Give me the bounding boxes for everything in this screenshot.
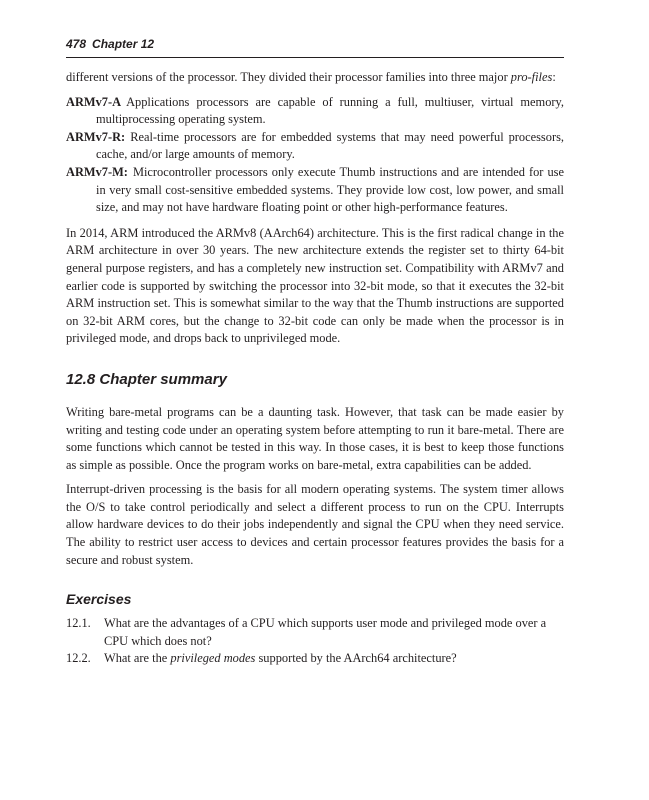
section-heading: 12.8 Chapter summary xyxy=(66,370,227,388)
summary-paragraph: Interrupt-driven processing is the basis for all modern operating systems. The system timer allows the O/S to take control periodically and select a different process to run on the CPU. Interrupts allow hardware devices to do their jobs independently and signal the CPU when they need service. The ability to restrict user access to devices and certain processor features provides the basis for a secure and robust system. xyxy=(66,482,564,567)
profile-description: Real-time processors are for embedded systems that may need powerful processors, cache, and/or large amounts of memory. xyxy=(96,129,564,162)
summary-paragraph: Writing bare-metal programs can be a daunting task. However, that task can be made easier by writing and testing code under an operating system before attempting to run it bare-metal. There are some functions which cannot be tested in this way. In those cases, it is best to keep those functions as simple as possible. Once the program works on bare-metal, extra capabilities can be added. xyxy=(66,404,564,472)
intro-paragraph xyxy=(66,69,564,87)
exercise-text-start: What are the xyxy=(104,651,171,666)
armv8-paragraph: In 2014, ARM introduced the ARMv8 (AArch64) architecture. This is the first radical change in the ARM architecture in over 30 years. The new architecture extends the register set to thirty 64-bit general purpose registers, and has a completely new instruction set. Compatibility with ARMv7 and earlier code is supported by switching the processor into 32-bit mode, so that it executes the 32-bit ARM instruction set. This is somewhat similar to the way that the Thumb instructions are supported on 32-bit ARM cores, but the change to 32-bit code can only be made when the processor is in privileged mode, and drops back to unprivileged mode. xyxy=(66,225,564,346)
profile-description: Applications processors are capable of running a full, multiuser, virtual memory, multiprocessing operating system. xyxy=(96,94,564,127)
exercise-italic-term: privileged modes xyxy=(170,651,256,666)
exercise-text: What are the advantages of a CPU which supports user mode and privileged mode over a CPU which does not? xyxy=(104,616,547,648)
intro-italic-term: pro-files xyxy=(510,70,553,84)
profile-item xyxy=(66,164,564,217)
profile-term: ARMv7-M: xyxy=(66,164,128,179)
intro-text-end: : xyxy=(552,70,556,84)
exercises-heading: Exercises xyxy=(66,591,132,608)
exercise-number: 12.2. xyxy=(66,651,91,666)
running-head xyxy=(66,36,564,58)
profile-term: ARMv7-R: xyxy=(66,129,126,144)
intro-text: different versions of the processor. They divided their processor families into three major xyxy=(66,70,511,84)
profile-list xyxy=(66,94,564,217)
exercise-item xyxy=(66,650,564,668)
exercise-number: 12.1. xyxy=(66,616,91,631)
exercise-text-end: supported by the AArch64 architecture? xyxy=(255,651,457,666)
profile-description: Microcontroller processors only execute Thumb instructions and are intended for use in very small cost-sensitive embedded systems. They provide low cost, low power, and small size, and may not have hardware floating point or other high-performance features. xyxy=(96,164,564,215)
profile-item xyxy=(66,129,564,164)
exercise-text xyxy=(104,650,564,668)
exercise-item xyxy=(66,615,564,650)
profile-item xyxy=(66,94,564,129)
chapter-label: Chapter 12 xyxy=(92,37,155,51)
book-page xyxy=(66,36,564,668)
profile-term: ARMv7-A xyxy=(66,94,122,109)
page-number: 478 xyxy=(66,37,87,51)
